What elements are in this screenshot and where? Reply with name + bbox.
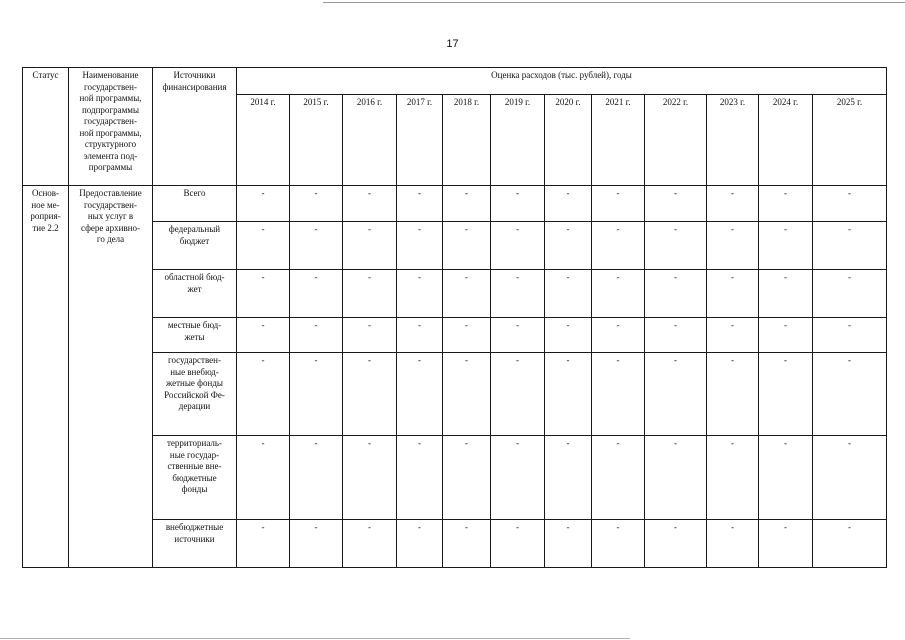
header-funding-sources [153,68,237,186]
text-line: дерации [178,401,211,411]
table-row [23,186,887,222]
budget-table [22,67,887,568]
header-status-text: Статус [32,70,59,80]
status-text [25,188,66,234]
header-status [23,68,69,186]
year-header-cell: 2022 г. [645,95,707,186]
expense-value-cell: - [237,520,290,568]
expense-value-cell: - [290,436,343,520]
funding-source-cell [153,436,237,520]
program-name-text [71,188,150,246]
text-line: ной программы, [79,93,142,103]
expense-value-cell: - [343,353,397,436]
table-row [23,353,887,436]
expense-value-cell: - [443,520,491,568]
text-line: Основ- [31,188,60,198]
funding-source-cell [153,186,237,222]
year-header-cell: 2019 г. [491,95,545,186]
expense-value-cell: - [813,520,887,568]
text-line: структурного [84,139,137,149]
expense-value-cell: - [343,222,397,270]
text-line: территориаль- [166,438,223,448]
funding-source-cell [153,520,237,568]
expense-value-cell: - [645,270,707,318]
expense-value-cell: - [290,353,343,436]
text-line: финансирования [162,81,227,92]
expense-value-cell: - [237,353,290,436]
expense-value-cell: - [813,436,887,520]
year-header-cell: 2021 г. [592,95,645,186]
table-row [23,270,887,318]
year-header-cell: 2023 г. [707,95,759,186]
expense-value-cell: - [343,318,397,353]
table-row [23,520,887,568]
expense-value-cell: - [759,186,813,222]
expense-value-cell: - [290,186,343,222]
expense-value-cell: - [397,318,443,353]
expense-value-cell: - [397,436,443,520]
funding-source-text [155,438,234,496]
header-funding-sources-text [155,70,234,93]
text-line: внебюджетные [165,522,224,532]
text-line: источники [174,533,215,544]
expense-value-cell: - [592,436,645,520]
text-line: жеты [184,331,205,342]
year-header-cell: 2018 г. [443,95,491,186]
expense-value-cell: - [443,270,491,318]
expense-value-cell: - [397,353,443,436]
text-line: Всего [183,188,206,198]
text-line: тие 2.2 [32,222,59,233]
table-row [23,436,887,520]
table-row [23,318,887,353]
text-line: ственные вне- [167,461,222,471]
funding-source-cell [153,270,237,318]
top-rule [323,2,905,3]
expense-value-cell: - [343,520,397,568]
text-line: роприя- [30,211,61,221]
expense-value-cell: - [397,520,443,568]
expense-value-cell: - [491,353,545,436]
bottom-rule [0,638,630,639]
expense-value-cell: - [491,520,545,568]
expense-value-cell: - [343,186,397,222]
expense-value-cell: - [545,318,592,353]
expense-value-cell: - [707,186,759,222]
expense-value-cell: - [592,186,645,222]
expense-value-cell: - [759,270,813,318]
expense-value-cell: - [443,186,491,222]
expense-value-cell: - [343,436,397,520]
expense-value-cell: - [707,222,759,270]
expense-value-cell: - [759,222,813,270]
text-line: государствен- [167,355,221,365]
year-header-cell: 2025 г. [813,95,887,186]
header-row [23,68,887,95]
expense-value-cell: - [645,222,707,270]
expense-value-cell: - [707,520,759,568]
expense-value-cell: - [237,270,290,318]
year-header-cell: 2020 г. [545,95,592,186]
year-header-cell: 2015 г. [290,95,343,186]
expense-value-cell: - [545,270,592,318]
text-line: государствен- [83,81,137,92]
expense-value-cell: - [592,222,645,270]
year-header-cell: 2017 г. [397,95,443,186]
page-number: 17 [446,38,459,50]
expense-value-cell: - [545,436,592,520]
header-expense-estimate [237,68,887,95]
text-line: местные бюд- [167,320,222,330]
text-line: Предоставление [79,188,142,198]
text-line: элемента под- [83,150,138,161]
expense-value-cell: - [290,520,343,568]
expense-value-cell: - [545,222,592,270]
expense-value-cell: - [707,436,759,520]
text-line: государствен- [83,116,137,126]
expense-value-cell: - [237,318,290,353]
expense-value-cell: - [443,436,491,520]
text-line: Российской Фе- [164,389,225,400]
funding-source-text [155,522,234,545]
program-name-cell [69,186,153,568]
text-line: подпрограммы [81,104,140,115]
text-line: областной бюд- [164,272,225,282]
year-header-cell: 2024 г. [759,95,813,186]
expense-value-cell: - [491,318,545,353]
text-line: бюджетные [172,472,217,483]
text-line: программы [88,162,133,172]
year-header-cell: 2016 г. [343,95,397,186]
expense-value-cell: - [343,270,397,318]
expense-value-cell: - [443,353,491,436]
text-line: ных услуг в [87,211,134,221]
expense-value-cell: - [545,186,592,222]
funding-source-text [155,320,234,343]
text-line: Источники [173,70,216,80]
expense-value-cell: - [707,270,759,318]
expense-value-cell: - [759,436,813,520]
expense-value-cell: - [813,270,887,318]
table-row [23,222,887,270]
text-line: ные внебюд- [170,366,219,377]
text-line: федеральный [168,224,221,234]
text-line: сфере архивно- [80,222,141,233]
funding-source-cell [153,353,237,436]
expense-value-cell: - [592,353,645,436]
expense-value-cell: - [645,186,707,222]
expense-value-cell: - [237,222,290,270]
year-header-cell: 2014 г. [237,95,290,186]
expense-value-cell: - [237,186,290,222]
funding-source-text [155,224,234,247]
funding-source-text [155,272,234,295]
funding-source-text [155,355,234,413]
expense-value-cell: - [491,222,545,270]
expense-value-cell: - [592,270,645,318]
header-program-name [69,68,153,186]
expense-value-cell: - [443,318,491,353]
expense-value-cell: - [645,520,707,568]
text-line: Наименование [82,70,139,80]
status-cell [23,186,69,568]
text-line: ной программы, [79,127,142,138]
text-line: го дела [96,234,125,244]
expense-value-cell: - [491,270,545,318]
expense-value-cell: - [290,318,343,353]
expense-value-cell: - [491,186,545,222]
expense-value-cell: - [707,353,759,436]
expense-value-cell: - [290,270,343,318]
text-line: ное ме- [31,199,60,210]
text-line: жет [187,283,202,294]
header-program-name-text [71,70,150,174]
expense-value-cell: - [813,318,887,353]
expense-value-cell: - [592,520,645,568]
expense-value-cell: - [645,318,707,353]
expense-value-cell: - [545,520,592,568]
text-line: ные государ- [169,449,220,460]
expense-value-cell: - [759,353,813,436]
text-line: государствен- [83,199,137,210]
expense-value-cell: - [813,186,887,222]
expense-value-cell: - [592,318,645,353]
funding-source-cell [153,318,237,353]
expense-value-cell: - [645,436,707,520]
expense-value-cell: - [397,270,443,318]
expense-value-cell: - [645,353,707,436]
funding-source-text [155,188,234,200]
expense-value-cell: - [397,222,443,270]
expense-value-cell: - [237,436,290,520]
expense-value-cell: - [545,353,592,436]
text-line: жетные фонды [166,378,223,388]
expense-value-cell: - [707,318,759,353]
expense-value-cell: - [397,186,443,222]
expense-value-cell: - [759,318,813,353]
expense-value-cell: - [443,222,491,270]
funding-source-cell [153,222,237,270]
expense-value-cell: - [813,353,887,436]
text-line: фонды [181,484,208,494]
expense-value-cell: - [491,436,545,520]
expense-value-cell: - [813,222,887,270]
expense-value-cell: - [759,520,813,568]
expense-value-cell: - [290,222,343,270]
header-expense-estimate-text: Оценка расходов (тыс. рублей), годы [491,70,632,80]
text-line: бюджет [179,235,210,246]
